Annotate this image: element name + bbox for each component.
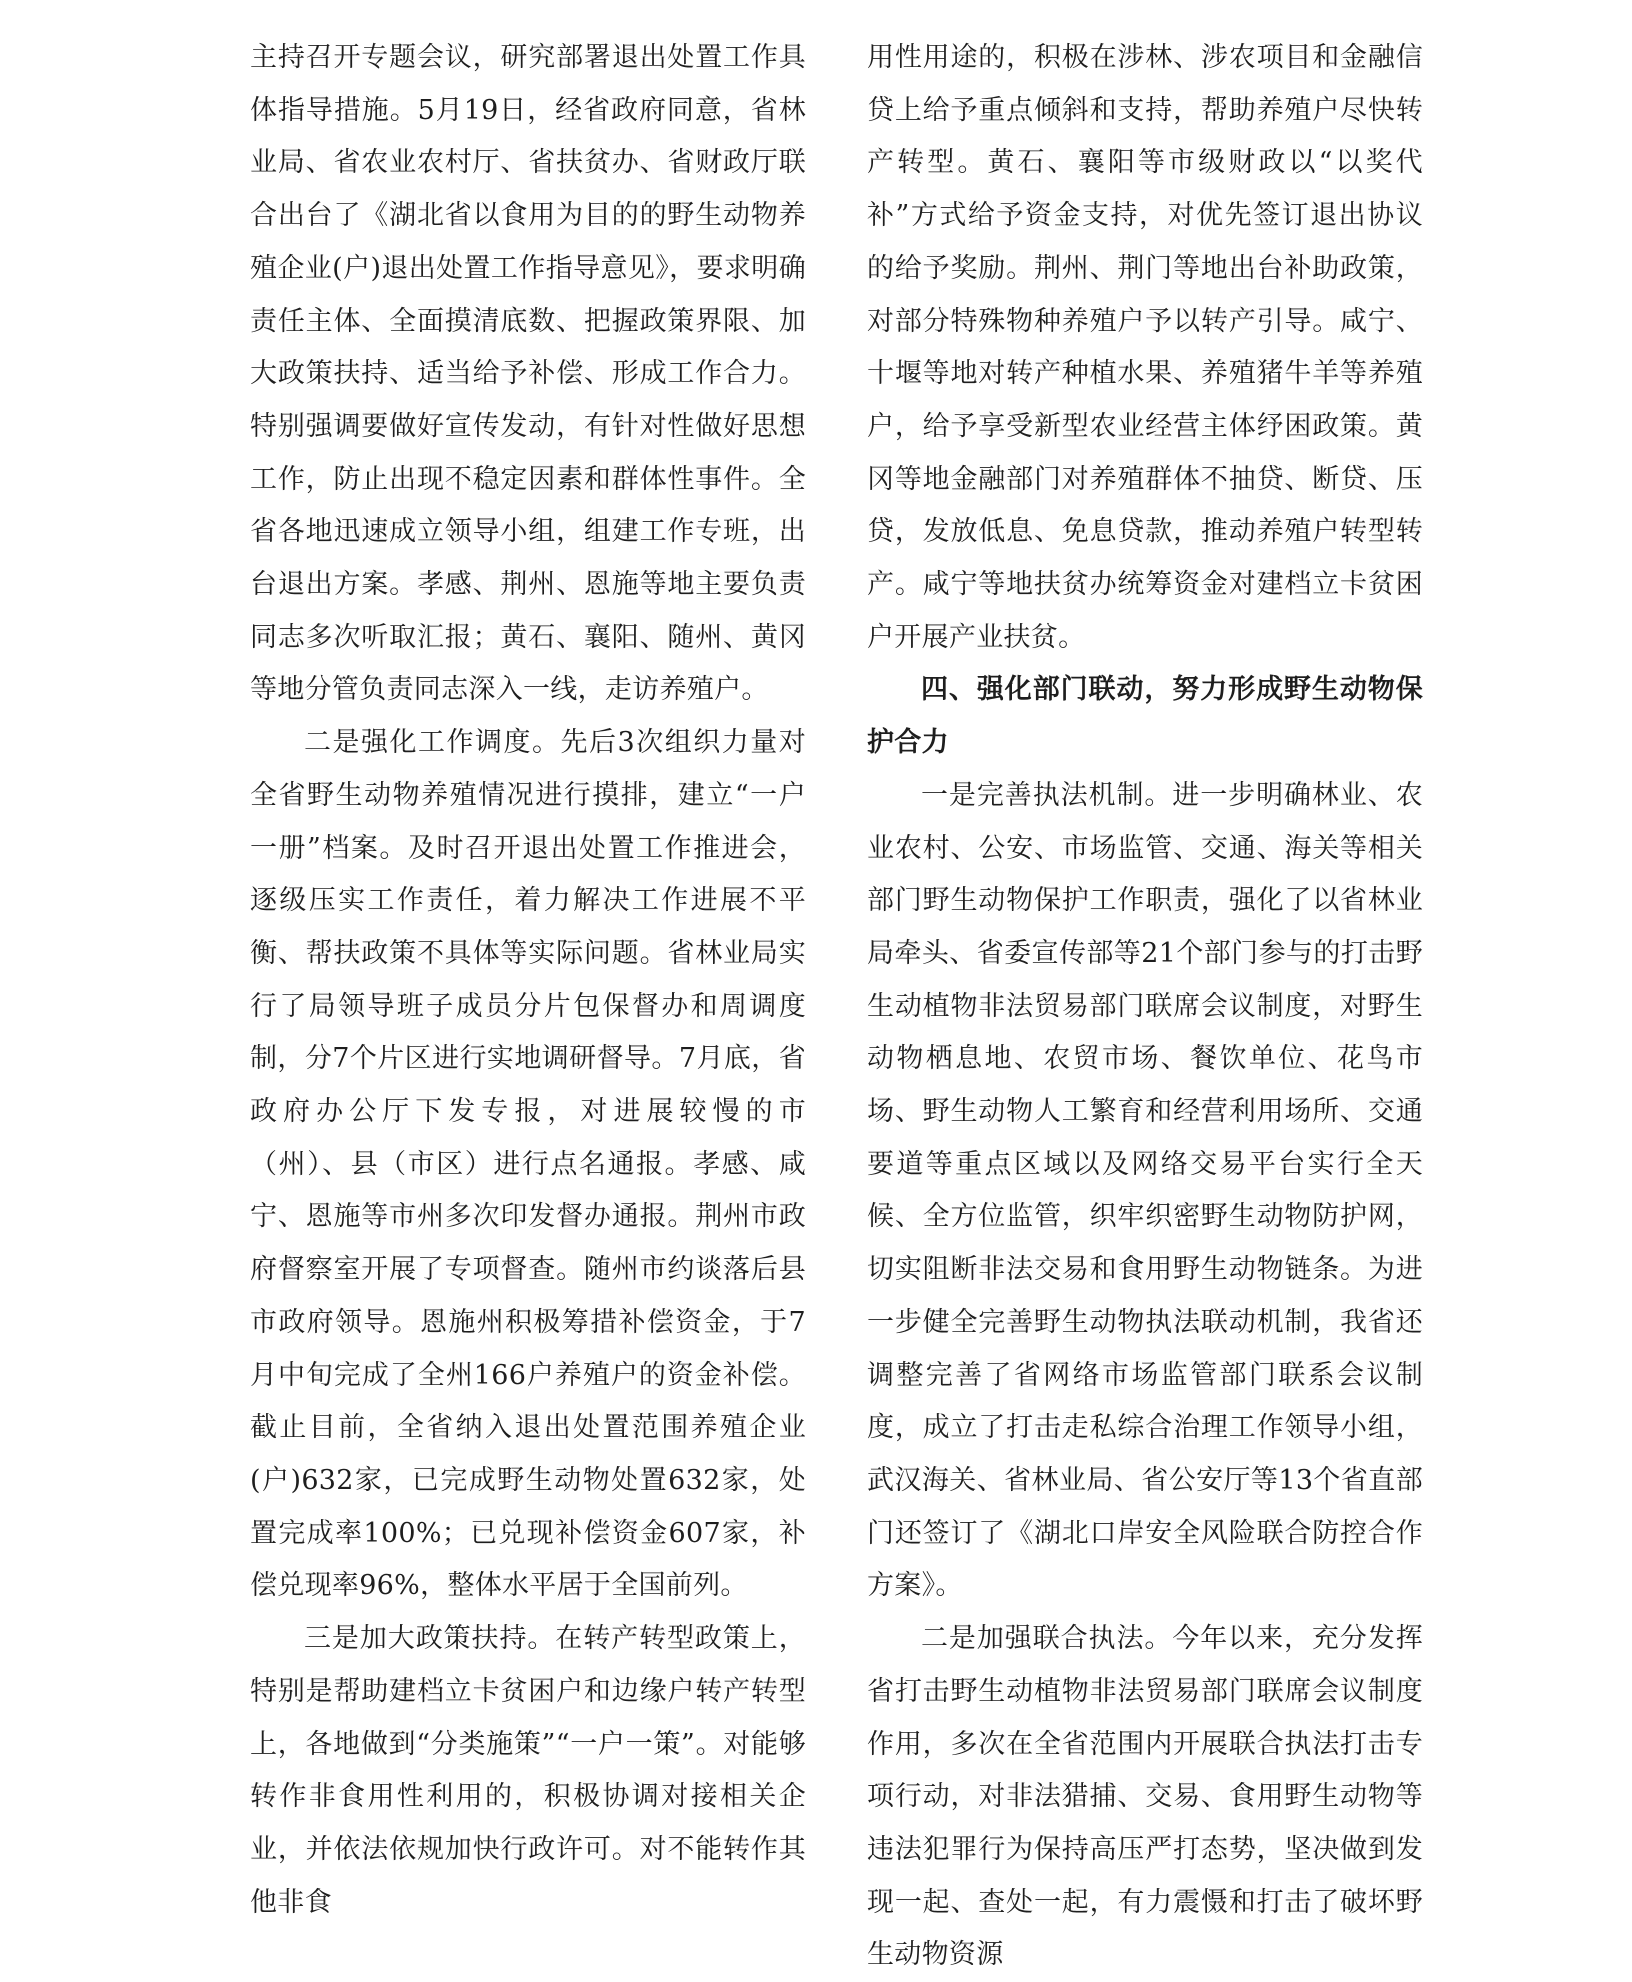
section-heading-four: 四、强化部门联动，努力形成野生动物保护合力 bbox=[867, 674, 1423, 759]
right-paragraph-joint-enforcement: 二是加强联合执法。今年以来，充分发挥省打击野生动植物非法贸易部门联席会议制度作用，多次在全省范围内开展联合执法打击专项行动，对非法猎捕、交易、食用野生动物等违法犯罪行为保持高压严打态势，坚决做到发现一起、查处一起，有力震慑和打击了破坏野生动物资源 bbox=[867, 1623, 1423, 1971]
left-paragraph-work-scheduling: 二是强化工作调度。先后3次组织力量对全省野生动物养殖情况进行摸排，建立“一户一册”档案。及时召开退出处置工作推进会，逐级压实工作责任，着力解决工作进展不平衡、帮扶政策不具体等实际问题。省林业局实行了局领导班子成员分片包保督办和周调度制，分7个片区进行实地调研督导。7月底，省政府办公厅下发专报，对进展较慢的市（州）、县（市区）进行点名通报。孝感、咸宁、恩施等市州多次印发督办通报。荆州市政府督察室开展了专项督查。随州市约谈落后县市政府领导。恩施州积极筹措补偿资金，于7月中旬完成了全州166户养殖户的资金补偿。截止目前，全省纳入退出处置范围养殖企业(户)632家，已完成野生动物处置632家，处置完成率100%；已兑现补偿资金607家，补偿兑现率96%，整体水平居于全国前列。 bbox=[250, 727, 806, 1602]
right-paragraph-continuation: 用性用途的，积极在涉林、涉农项目和金融信贷上给予重点倾斜和支持，帮助养殖户尽快转产转型。黄石、襄阳等市级财政以“以奖代补”方式给予资金支持，对优先签订退出协议的给予奖励。荆州、荆门等地出台补助政策，对部分特殊物种养殖户予以转产引导。咸宁、十堰等地对转产种植水果、养殖猪牛羊等养殖户，给予享受新型农业经营主体纾困政策。黄冈等地金融部门对养殖群体不抽贷、断贷、压贷，发放低息、免息贷款，推动养殖户转型转产。咸宁等地扶贫办统筹资金对建档立卡贫困户开展产业扶贫。 bbox=[867, 42, 1423, 653]
left-paragraph-continuation: 主持召开专题会议，研究部署退出处置工作具体指导措施。5月19日，经省政府同意，省林业局、省农业农村厅、省扶贫办、省财政厅联合出台了《湖北省以食用为目的的野生动物养殖企业(户)退出处置工作指导意见》，要求明确责任主体、全面摸清底数、把握政策界限、加大政策扶持、适当给予补偿、形成工作合力。特别强调要做好宣传发动，有针对性做好思想工作，防止出现不稳定因素和群体性事件。全省各地迅速成立领导小组，组建工作专班，出台退出方案。孝感、荆州、恩施等地主要负责同志多次听取汇报；黄石、襄阳、随州、黄冈等地分管负责同志深入一线，走访养殖户。 bbox=[250, 42, 806, 706]
left-paragraph-policy-support: 三是加大政策扶持。在转产转型政策上，特别是帮助建档立卡贫困户和边缘户转产转型上，各地做到“分类施策”“一户一策”。对能够转作非食用性利用的，积极协调对接相关企业，并依法依规加快行政许可。对不能转作其他非食 bbox=[250, 1623, 806, 1918]
right-paragraph-enforcement-mechanism: 一是完善执法机制。进一步明确林业、农业农村、公安、市场监管、交通、海关等相关部门野生动物保护工作职责，强化了以省林业局牵头、省委宣传部等21个部门参与的打击野生动植物非法贸易部门联席会议制度，对野生动物栖息地、农贸市场、餐饮单位、花鸟市场、野生动物人工繁育和经营利用场所、交通要道等重点区域以及网络交易平台实行全天候、全方位监管，织牢织密野生动物防护网，切实阻断非法交易和食用野生动物链条。为进一步健全完善野生动物执法联动机制，我省还调整完善了省网络市场监管部门联系会议制度，成立了打击走私综合治理工作领导小组，武汉海关、省林业局、省公安厅等13个省直部门还签订了《湖北口岸安全风险联合防控合作方案》。 bbox=[867, 779, 1423, 1602]
left-column bbox=[250, 32, 806, 1929]
right-column bbox=[867, 32, 1423, 1982]
